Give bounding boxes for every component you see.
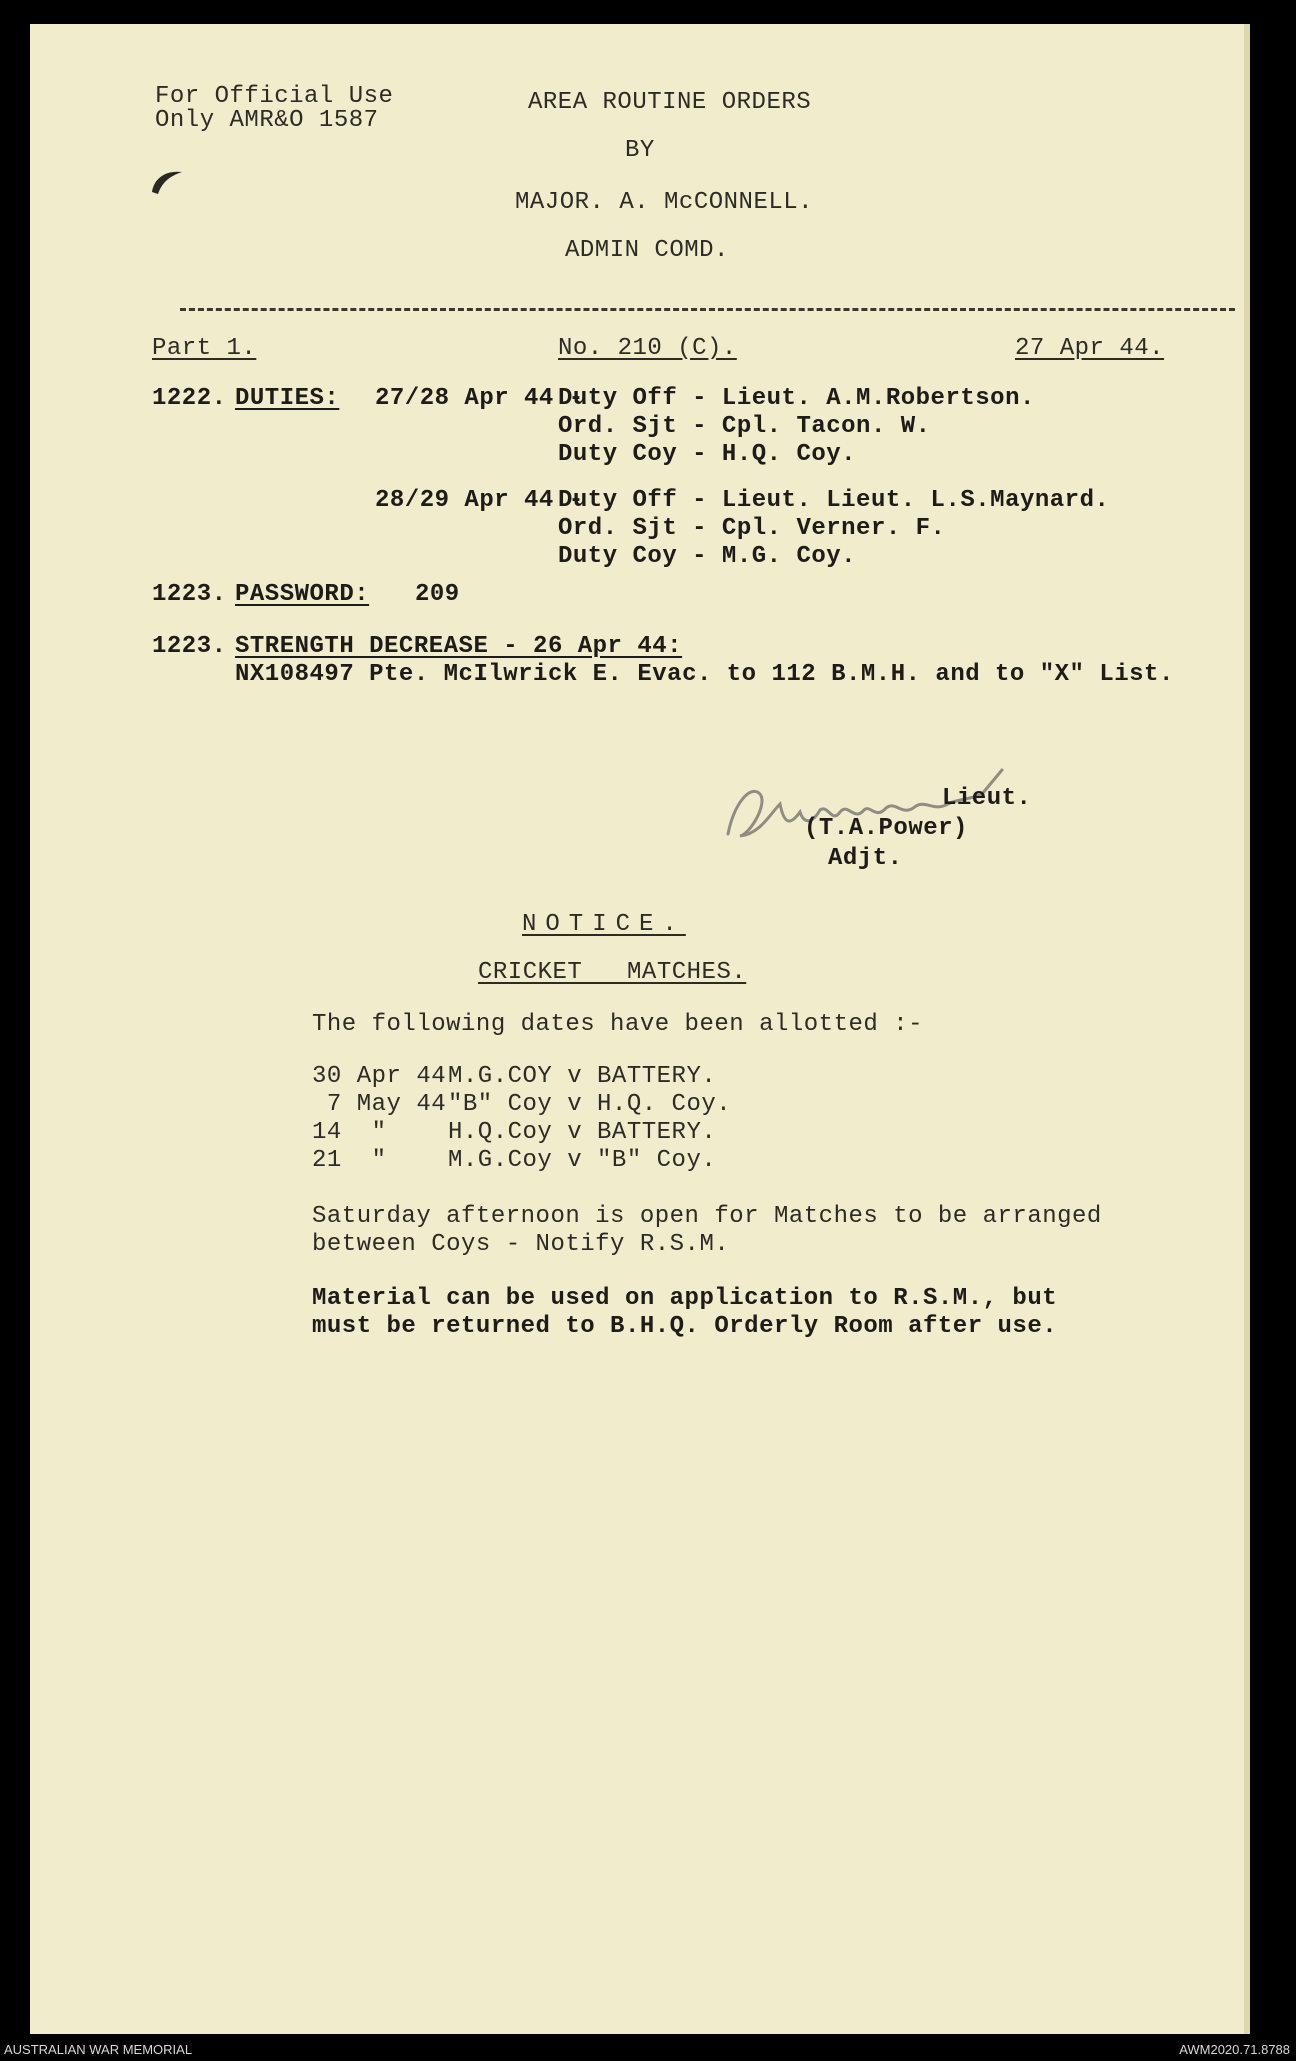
notice-intro: The following dates have been allotted :- [312,1011,923,1038]
match-fixture: M.G.COY v BATTERY. [448,1063,717,1090]
duties-date-2: 28/29 Apr 44 - [375,487,584,514]
match-fixture: M.G.Coy v "B" Coy. [448,1147,717,1174]
issuing-officer: MAJOR. A. McCONNELL. [515,189,814,216]
orderly-sjt-1: Ord. Sjt - Cpl. Tacon. W. [558,413,931,440]
item-number: 1223. [152,581,227,608]
footer-left: AUSTRALIAN WAR MEMORIAL [4,2042,193,2057]
item-number: 1223. [152,633,227,660]
duty-coy-2: Duty Coy - M.G. Coy. [558,543,857,570]
match-date: 21 " [312,1147,387,1174]
footer-right: AWM2020.71.8788 [1179,2042,1290,2057]
document-title: AREA ROUTINE ORDERS [528,89,812,116]
official-use-line2: Only AMR&O 1587 [155,107,379,134]
strength-detail: NX108497 Pte. McIlwrick E. Evac. to 112 B.M.H. and to "X" List. [235,661,1174,688]
password-heading: PASSWORD: [235,581,370,608]
orderly-sjt-2: Ord. Sjt - Cpl. Verner. F. [558,515,946,542]
match-fixture: "B" Coy v H.Q. Coy. [448,1091,732,1118]
notice-para1-line1: Saturday afternoon is open for Matches to be arranged [312,1203,1102,1230]
duty-coy-1: Duty Coy - H.Q. Coy. [558,441,857,468]
order-number: No. 210 (C). [558,335,737,362]
notice-title: NOTICE. [522,911,686,938]
signatory-role: Adjt. [828,845,903,872]
order-date: 27 Apr 44. [1015,335,1165,362]
match-date: 7 May 44 [312,1091,447,1118]
notice-subtitle: CRICKET MATCHES. [478,959,747,986]
issuing-command: ADMIN COMD. [565,237,729,264]
notice-para1-line2: between Coys - Notify R.S.M. [312,1231,730,1258]
strength-heading: STRENGTH DECREASE - 26 Apr 44: [235,633,683,660]
official-use-line1: For Official Use [155,83,394,110]
punch-hole-mark [148,166,186,196]
duties-date-1: 27/28 Apr 44 - [375,385,584,412]
duty-officer-2: Duty Off - Lieut. Lieut. L.S.Maynard. [558,487,1110,514]
part-number: Part 1. [152,335,257,362]
notice-para2-line1: Material can be used on application to R.S.M., but [312,1285,1058,1312]
signatory-rank: Lieut. [942,785,1032,812]
signatory-name: (T.A.Power) [804,815,968,842]
match-date: 14 " [312,1119,387,1146]
document-page [30,24,1250,2034]
document-by: BY [625,137,655,164]
footer-bar [0,2037,1296,2061]
notice-para2-line2: must be returned to B.H.Q. Orderly Room after use. [312,1313,1058,1340]
divider-line [180,308,1235,311]
item-number: 1222. [152,385,227,412]
match-date: 30 Apr 44 [312,1063,447,1090]
duties-heading: DUTIES: [235,385,340,412]
duty-officer-1: Duty Off - Lieut. A.M.Robertson. [558,385,1035,412]
password-value: 209 [415,581,460,608]
match-fixture: H.Q.Coy v BATTERY. [448,1119,717,1146]
